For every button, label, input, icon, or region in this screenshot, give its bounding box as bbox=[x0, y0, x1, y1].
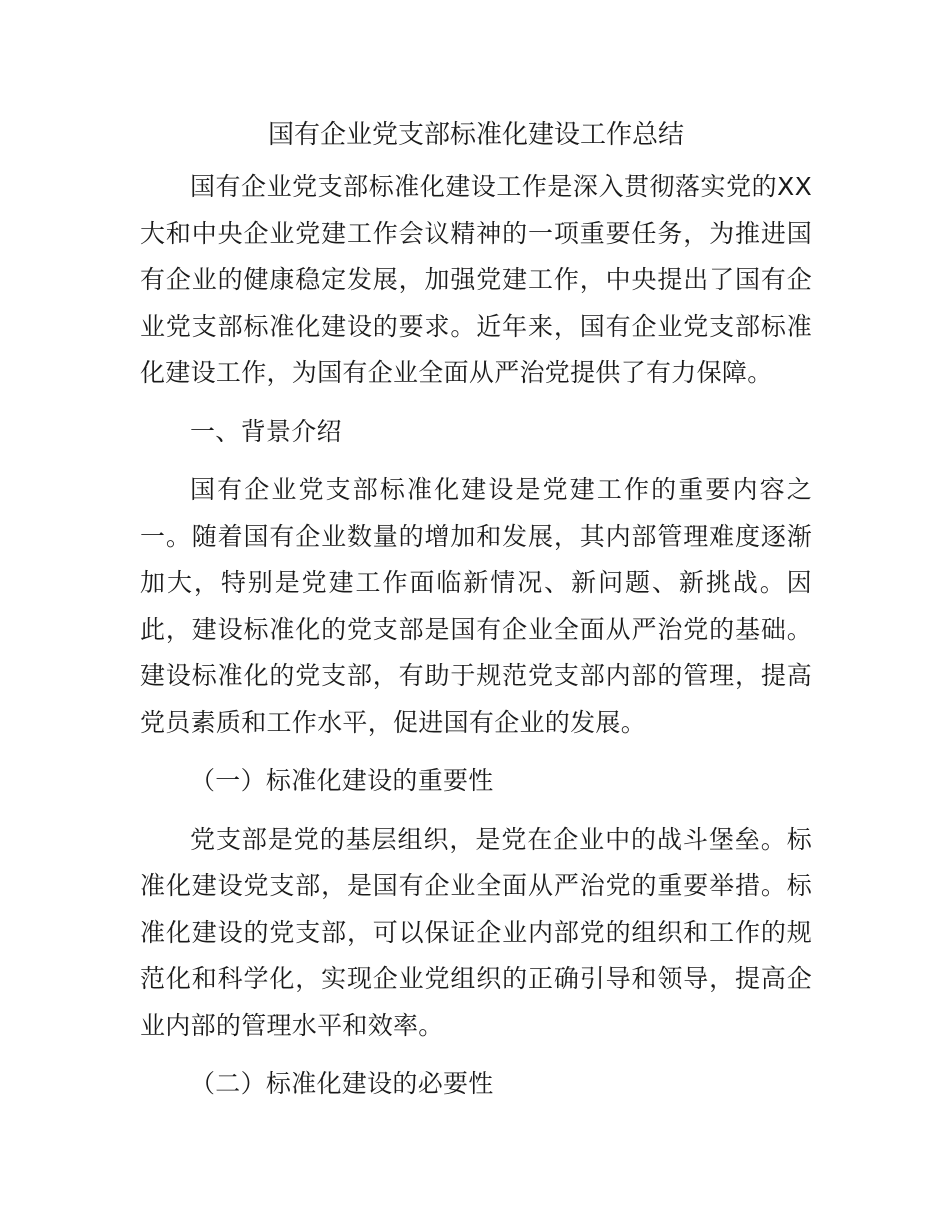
spacer bbox=[140, 397, 812, 409]
section-heading-background: 一、背景介绍 bbox=[190, 416, 342, 446]
document-page bbox=[140, 112, 812, 1108]
spacer bbox=[140, 805, 812, 817]
subsection-importance-paragraph: 党支部是党的基层组织，是党在企业中的战斗堡垒。标准化建设党支部，是国有企业全面从严治党的重要举措。标准化建设的党支部，可以保证企业内部党的组织和工作的规范化和科学化，实现企业党组织的正确引导和领导，提高企业内部的管理水平和效率。 bbox=[140, 824, 812, 1040]
spacer bbox=[140, 1049, 812, 1061]
document-title: 国有企业党支部标准化建设工作总结 bbox=[267, 120, 684, 150]
intro-paragraph: 国有企业党支部标准化建设工作是深入贯彻落实党的XX大和中央企业党建工作会议精神的一项重要任务，为推进国有企业的健康稳定发展，加强党建工作，中央提出了国有企业党支部标准化建设的要求。近年来，国有企业党支部标准化建设工作，为国有企业全面从严治党提供了有力保障。 bbox=[140, 172, 812, 387]
subsection-heading-importance: （一）标准化建设的重要性 bbox=[190, 766, 494, 795]
spacer bbox=[140, 746, 812, 758]
spacer bbox=[140, 455, 812, 467]
section-background-paragraph: 国有企业党支部标准化建设是党建工作的重要内容之一。随着国有企业数量的增加和发展，其内部管理难度逐渐加大，特别是党建工作面临新情况、新问题、新挑战。因此，建设标准化的党支部是国有企业全面从严治党的基础。建设标准化的党支部，有助于规范党支部内部的管理，提高党员素质和工作水平，促进国有企业的发展。 bbox=[140, 475, 812, 737]
subsection-heading-necessity: （二）标准化建设的必要性 bbox=[190, 1069, 494, 1098]
